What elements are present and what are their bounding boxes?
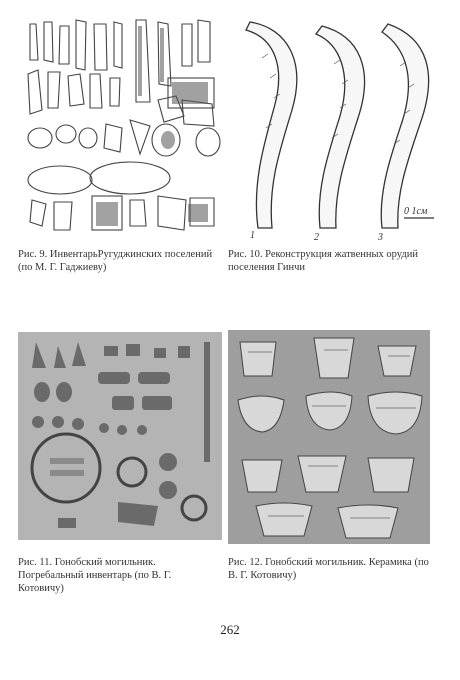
figure-12-caption: Рис. 12. Гонобский могильник. Керамика (по В. Г. Котовичу) <box>228 557 429 581</box>
figure-11-image <box>18 332 222 540</box>
sickle-label-2: 2 <box>314 232 319 243</box>
sickle-label-3: 3 <box>378 232 383 243</box>
scale-bar-label: 0 1см <box>404 206 428 217</box>
figure-10-caption: Рис. 10. Реконструкция жатвенных орудий поселения Гинчи <box>228 249 418 273</box>
page-number: 262 <box>220 622 240 637</box>
figure-10-image <box>228 14 448 244</box>
figure-12-image <box>228 330 430 544</box>
figure-11-caption: Рис. 11. Гонобский могильник. Погребальный инвентарь (по В. Г. Котовичу) <box>18 557 172 594</box>
figure-9-caption: Рис. 9. ИнвентарьРугуджинских поселений (по М. Г. Гаджиеву) <box>18 249 213 273</box>
sickle-label-1: 1 <box>250 230 255 241</box>
figure-9-image <box>18 16 228 238</box>
